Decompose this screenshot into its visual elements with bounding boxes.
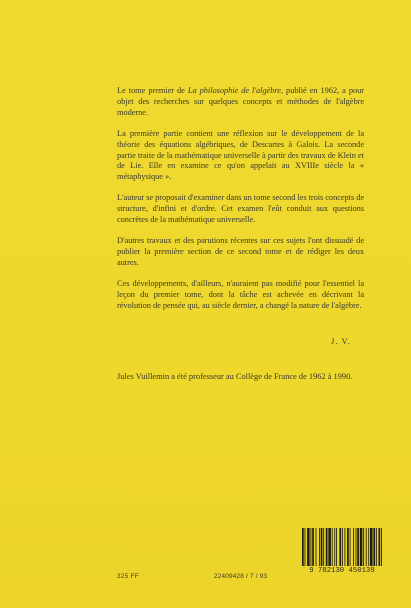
barcode-bar xyxy=(311,528,312,566)
barcode-bar xyxy=(381,528,382,566)
barcode-bar xyxy=(326,528,328,566)
barcode-bar xyxy=(360,528,363,566)
barcode-bar xyxy=(347,528,349,566)
paragraph-4: D'autres travaux et des parutions récentes sur ces sujets l'ont dissuadé de publier la première section de ce second tome et de rédiger les deux autres. xyxy=(117,235,364,267)
paragraph-1 xyxy=(117,86,364,119)
barcode-bar xyxy=(379,528,381,566)
barcode-bar xyxy=(376,528,377,566)
barcode-bar xyxy=(319,528,320,566)
barcode-bar xyxy=(370,528,373,566)
barcode-bar xyxy=(332,528,333,566)
barcode-bar xyxy=(307,528,310,566)
barcode-bar xyxy=(350,528,351,566)
signature: J. V. xyxy=(331,336,351,346)
barcode-bar xyxy=(345,528,346,566)
barcode-bar xyxy=(334,528,335,566)
barcode-bar xyxy=(363,528,364,566)
paragraph-2: La première partie contient une réflexion sur le développement de la théorie des équations algébriques, de Descartes à Galois. La seconde partie traite de la mathématique universelle à partir des travaux de Klein et de Lie. Elle en examine ce qu'on appelait au XVIIIe siècle la « métaphysique ». xyxy=(117,128,364,182)
barcode-bar xyxy=(353,528,354,566)
barcode-icon xyxy=(301,528,383,568)
price: 325 FF xyxy=(117,573,140,580)
barcode-bar xyxy=(323,528,324,566)
barcode-bar xyxy=(373,528,375,566)
barcode-bar xyxy=(305,528,306,566)
barcode-bar xyxy=(342,528,343,566)
barcode-bar xyxy=(339,528,341,566)
barcode-bar xyxy=(316,528,317,566)
author-bio: Jules Vuillemin a été professeur au Collège de France de 1962 à 1990. xyxy=(117,372,353,381)
barcode-bar xyxy=(336,528,337,566)
barcode-bar xyxy=(368,528,369,566)
paragraph-1-rest: , publié en 1962, a pour objet des recherches sur quelques concepts et méthodes de l'algèbre moderne. xyxy=(117,86,365,117)
catalog-code: 22409428 / 7 / 93 xyxy=(214,573,268,580)
paragraph-1-lead: Le tome premier de xyxy=(117,86,188,95)
blurb-text xyxy=(117,86,364,321)
barcode-bar xyxy=(357,528,359,566)
barcode-bar xyxy=(321,528,323,566)
barcode-bar xyxy=(366,528,367,566)
paragraph-3: L'auteur se proposait d'examiner dans un tome second les trois concepts de structure, d'infini et d'ordre. Cet examen l'eût conduit aux questions concrètes de la mathématique universelle. xyxy=(117,193,365,225)
barcode-bar xyxy=(302,528,304,566)
paragraph-5: Ces développements, d'ailleurs, n'auraient pas modifié pour l'essentiel la leçon du premier tome, dont la tâche est achevée en décrivant la révolution de pensée qui, au siècle dernier, a changé la nature de l'algèbre. xyxy=(117,278,364,310)
isbn-number: 9 782130 450139 xyxy=(309,567,375,575)
barcode-bar xyxy=(328,528,331,566)
barcode-bar xyxy=(356,528,357,566)
book-title: La philosophie de l'algèbre xyxy=(187,86,281,95)
barcode-bar xyxy=(312,528,314,566)
